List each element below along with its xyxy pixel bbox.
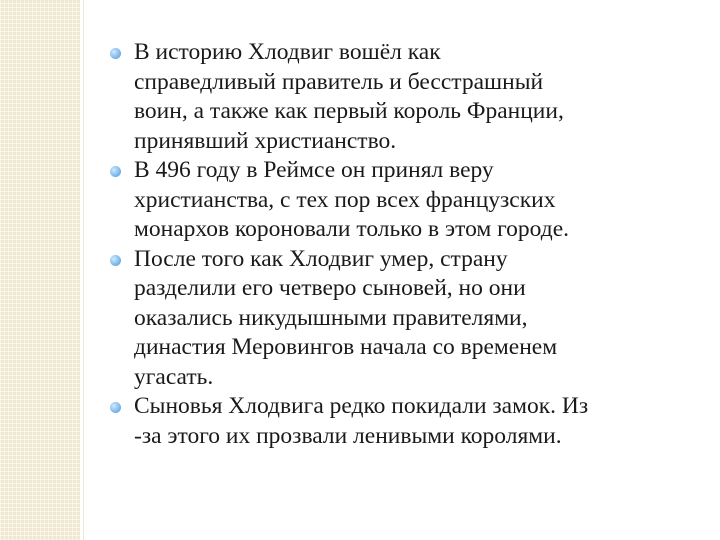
slide-content bbox=[102, 38, 702, 451]
bullet-dot-icon bbox=[110, 166, 121, 177]
bullet-line: После того как Хлодвиг умер, страну bbox=[134, 245, 508, 272]
bullet-dot-icon bbox=[110, 48, 121, 59]
bullet-list bbox=[102, 38, 702, 451]
bullet-line: -за этого их прозвали ленивыми королями. bbox=[134, 422, 562, 449]
bullet-line: монархов короновали только в этом городе. bbox=[134, 216, 570, 242]
bullet-line: воин, а также как первый король Франции, bbox=[134, 98, 564, 124]
bullet-dot-icon bbox=[110, 402, 121, 413]
decorative-side-panel bbox=[0, 0, 80, 540]
bullet-item bbox=[102, 392, 702, 451]
bullet-line: оказались никудышными правителями, bbox=[134, 304, 528, 331]
bullet-line: угасать. bbox=[134, 363, 214, 390]
bullet-line: Сыновья Хлодвига редко покидали замок. Из bbox=[134, 393, 589, 419]
bullet-line: справедливый правитель и бесстрашный bbox=[134, 68, 544, 95]
bullet-line: В 496 году в Реймсе он принял веру bbox=[134, 157, 494, 183]
bullet-line: разделили его четверо сыновей, но они bbox=[134, 275, 526, 301]
bullet-line: династия Меровингов начала со временем bbox=[134, 334, 558, 360]
bullet-line: принявший христианство. bbox=[134, 127, 397, 154]
bullet-dot-icon bbox=[110, 255, 121, 266]
bullet-item bbox=[102, 156, 702, 245]
vertical-divider bbox=[80, 0, 88, 540]
bullet-line: христианства, с тех пор всех французских bbox=[134, 186, 556, 213]
bullet-item bbox=[102, 245, 702, 393]
bullet-item bbox=[102, 38, 702, 156]
bullet-line: В историю Хлодвиг вошёл как bbox=[134, 39, 441, 65]
